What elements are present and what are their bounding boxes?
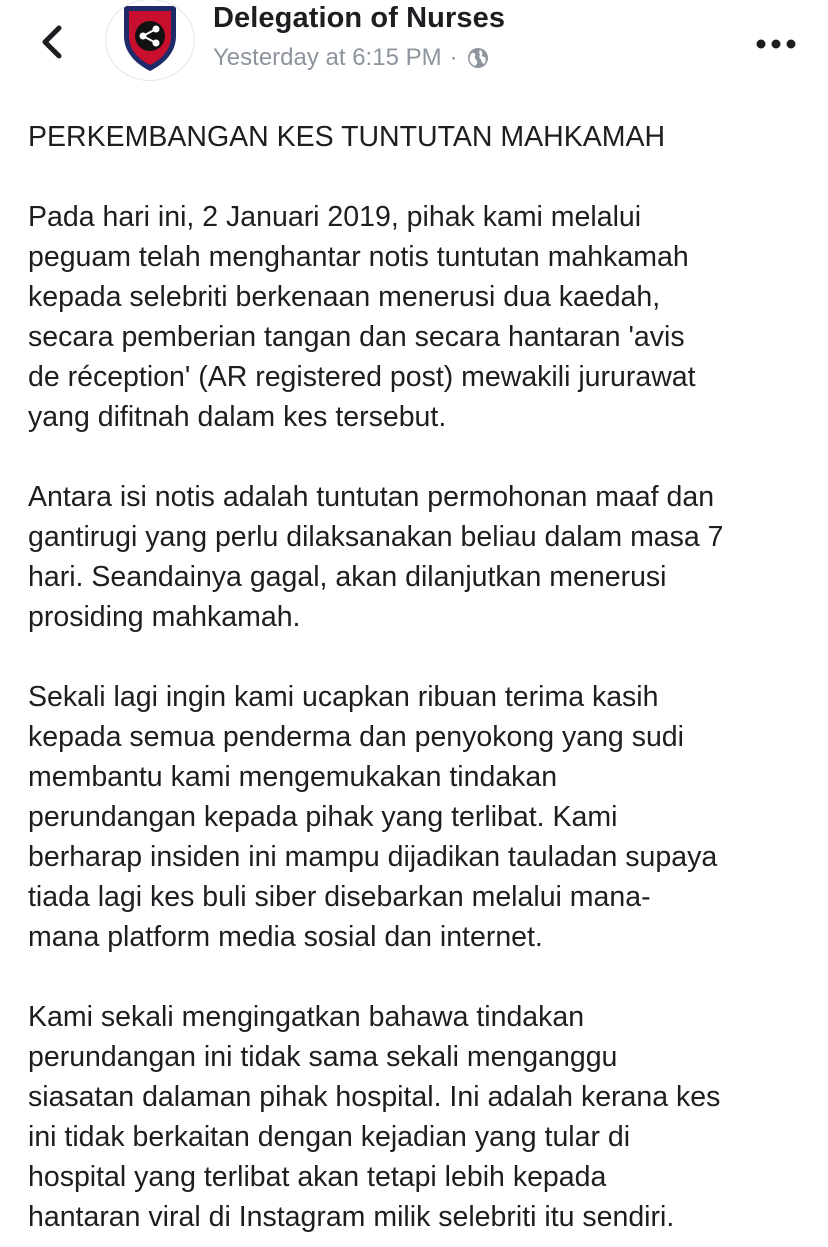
post-heading: PERKEMBANGAN KES TUNTUTAN MAHKAMAH — [28, 121, 666, 153]
globe-icon — [466, 46, 490, 70]
post-paragraph: Kami sekali mengingatkan bahawa tindakan perundangan ini tidak sama sekali menganggu siasatan dalaman pihak hospital. Ini adalah kerana kes ini tidak berkaitan dengan kejadian yang tular di hospital yang terlibat akan tetapi lebih kepada hantaran viral di Instagram milik selebriti itu sendiri. — [28, 1001, 721, 1233]
post-paragraph: Sekali lagi ingin kami ucapkan ribuan terima kasih kepada semua penderma dan penyokong yang sudi membantu kami mengemukakan tindakan perundangan kepada pihak yang terlibat. Kami berharap insiden ini mampu dijadikan tauladan supaya tiada lagi kes buli siber disebarkan melalui mana- mana platform media sosial dan internet. — [28, 681, 718, 953]
chevron-left-icon — [37, 22, 67, 67]
post-header — [0, 0, 828, 96]
post-paragraph: Pada hari ini, 2 Januari 2019, pihak kami melalui peguam telah menghantar notis tuntutan mahkamah kepada selebriti berkenaan menerusi dua kaedah, secara pemberian tangan dan secara hantaran 'avis de réception' (AR registered post) mewakili jururawat yang difitnah dalam kes tersebut. — [28, 201, 696, 433]
more-options-button[interactable] — [754, 30, 798, 60]
back-button[interactable] — [30, 20, 74, 68]
meta-separator: · — [449, 44, 458, 71]
post-paragraph: Antara isi notis adalah tuntutan permohonan maaf dan gantirugi yang perlu dilaksanakan beliau dalam masa 7 hari. Seandainya gagal, akan dilanjutkan menerusi prosiding mahkamah. — [28, 481, 724, 633]
post-body — [28, 117, 808, 1237]
shield-share-logo — [118, 2, 182, 79]
avatar[interactable] — [106, 0, 194, 80]
page-name[interactable]: Delegation of Nurses — [213, 2, 506, 34]
post-meta — [213, 44, 490, 72]
post-timestamp[interactable]: Yesterday at 6:15 PM — [213, 44, 442, 71]
more-horizontal-icon — [756, 36, 796, 54]
